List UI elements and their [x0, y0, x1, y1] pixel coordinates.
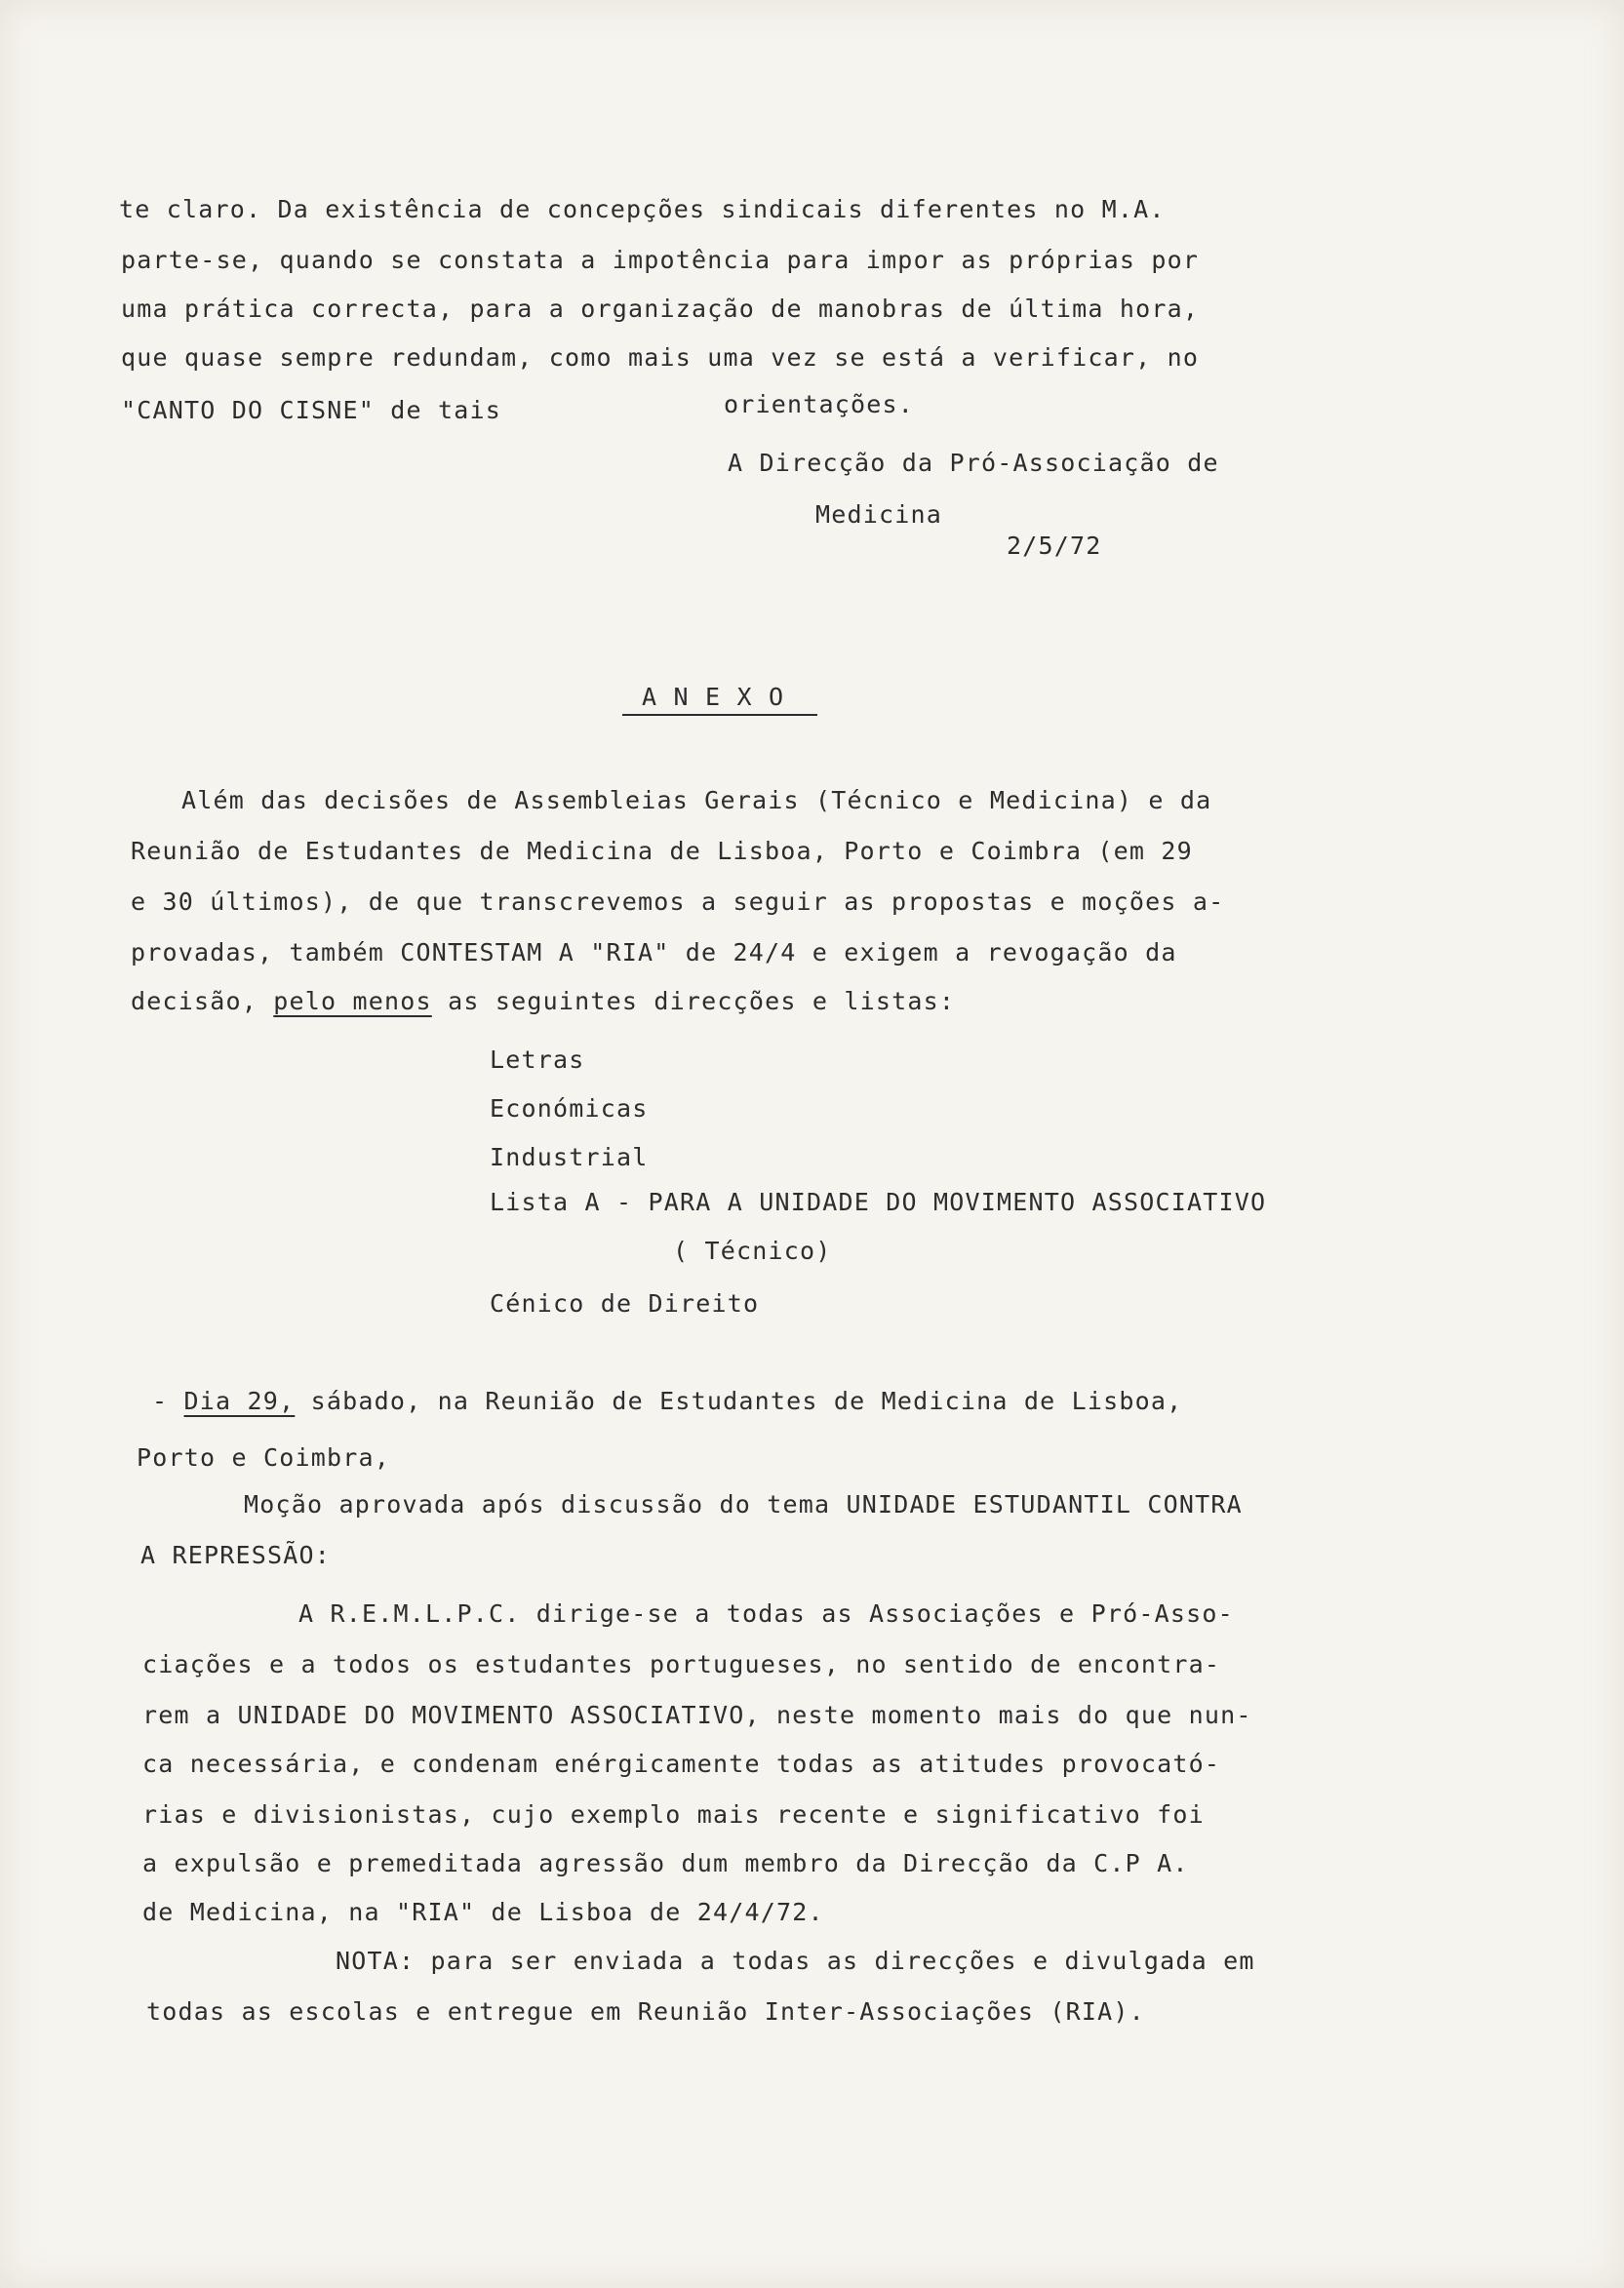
motion-line-1: Moção aprovada após discussão do tema UNIDADE ESTUDANTIL CONTRA [244, 1490, 1243, 1519]
letter-line-1: te claro. Da existência de concepções sindicais diferentes no M.A. [119, 195, 1166, 223]
signature-line-1: A Direcção da Pró-Associação de [728, 449, 1219, 477]
letter-line-5a: "CANTO DO CISNE" de tais [121, 396, 502, 424]
text-segment: decisão, [131, 987, 258, 1015]
motion-line-2: A REPRESSÃO: [140, 1541, 332, 1569]
underlined-phrase: pelo menos [273, 987, 432, 1015]
list-item: Industrial [490, 1143, 649, 1171]
annex-paragraph-1-line-2: Reunião de Estudantes de Medicina de Lisboa, Porto e Coimbra (em 29 [131, 837, 1193, 865]
motion-text-line-4: ca necessária, e condenam enérgicamente todas as atitudes provocató- [142, 1750, 1221, 1778]
list-item: Económicas [490, 1094, 649, 1123]
day-29-line-2: Porto e Coimbra, [137, 1443, 391, 1472]
annex-paragraph-1-line-5 [131, 987, 955, 1016]
list-item: Lista A - PARA A UNIDADE DO MOVIMENTO ASSOCIATIVO [490, 1188, 1267, 1216]
motion-text-line-2: ciações e a todos os estudantes portugueses, no sentido de encontra- [142, 1650, 1221, 1678]
motion-text-line-6: a expulsão e premeditada agressão dum membro da Direcção da C.P A. [142, 1849, 1189, 1877]
underlined-phrase: Dia 29, [183, 1387, 296, 1415]
note-line-1: NOTA: para ser enviada a todas as direcções e divulgada em [336, 1947, 1255, 1975]
text-segment: sábado, na Reunião de Estudantes de Medicina de Lisboa, [310, 1387, 1183, 1415]
annex-paragraph-1-line-1: Além das decisões de Assembleias Gerais (Técnico e Medicina) e da [181, 786, 1212, 814]
text-segment: - [152, 1387, 169, 1415]
motion-text-line-1: A R.E.M.L.P.C. dirige-se a todas as Associações e Pró-Asso- [298, 1599, 1234, 1628]
annex-title: A N E X O [642, 683, 785, 711]
letter-line-5b: orientações. [724, 390, 915, 418]
annex-paragraph-1-line-3: e 30 últimos), de que transcrevemos a seguir as propostas e moções a- [131, 888, 1225, 916]
motion-text-line-5: rias e divisionistas, cujo exemplo mais recente e significativo foi [142, 1800, 1205, 1829]
note-line-2: todas as escolas e entregue em Reunião Inter-Associações (RIA). [146, 1997, 1145, 2026]
motion-text-line-7: de Medicina, na "RIA" de Lisboa de 24/4/72. [142, 1898, 824, 1926]
list-item: ( Técnico) [673, 1237, 832, 1265]
letter-date: 2/5/72 [1007, 532, 1102, 560]
letter-line-2: parte-se, quando se constata a impotência para impor as próprias por [121, 246, 1200, 274]
signature-line-2: Medicina [815, 500, 943, 529]
letter-line-4: que quase sempre redundam, como mais uma vez se está a verificar, no [121, 343, 1200, 372]
annex-paragraph-1-line-4: provadas, também CONTESTAM A "RIA" de 24/4 e exigem a revogação da [131, 938, 1177, 966]
letter-line-3: uma prática correcta, para a organização de manobras de última hora, [121, 295, 1200, 323]
list-item: Cénico de Direito [490, 1289, 760, 1318]
text-segment: as seguintes direcções e listas: [448, 987, 956, 1015]
day-29-line-1 [152, 1387, 1182, 1416]
list-item: Letras [490, 1045, 585, 1074]
annex-title-underline [622, 714, 817, 716]
motion-text-line-3: rem a UNIDADE DO MOVIMENTO ASSOCIATIVO, neste momento mais do que nun- [142, 1701, 1252, 1729]
